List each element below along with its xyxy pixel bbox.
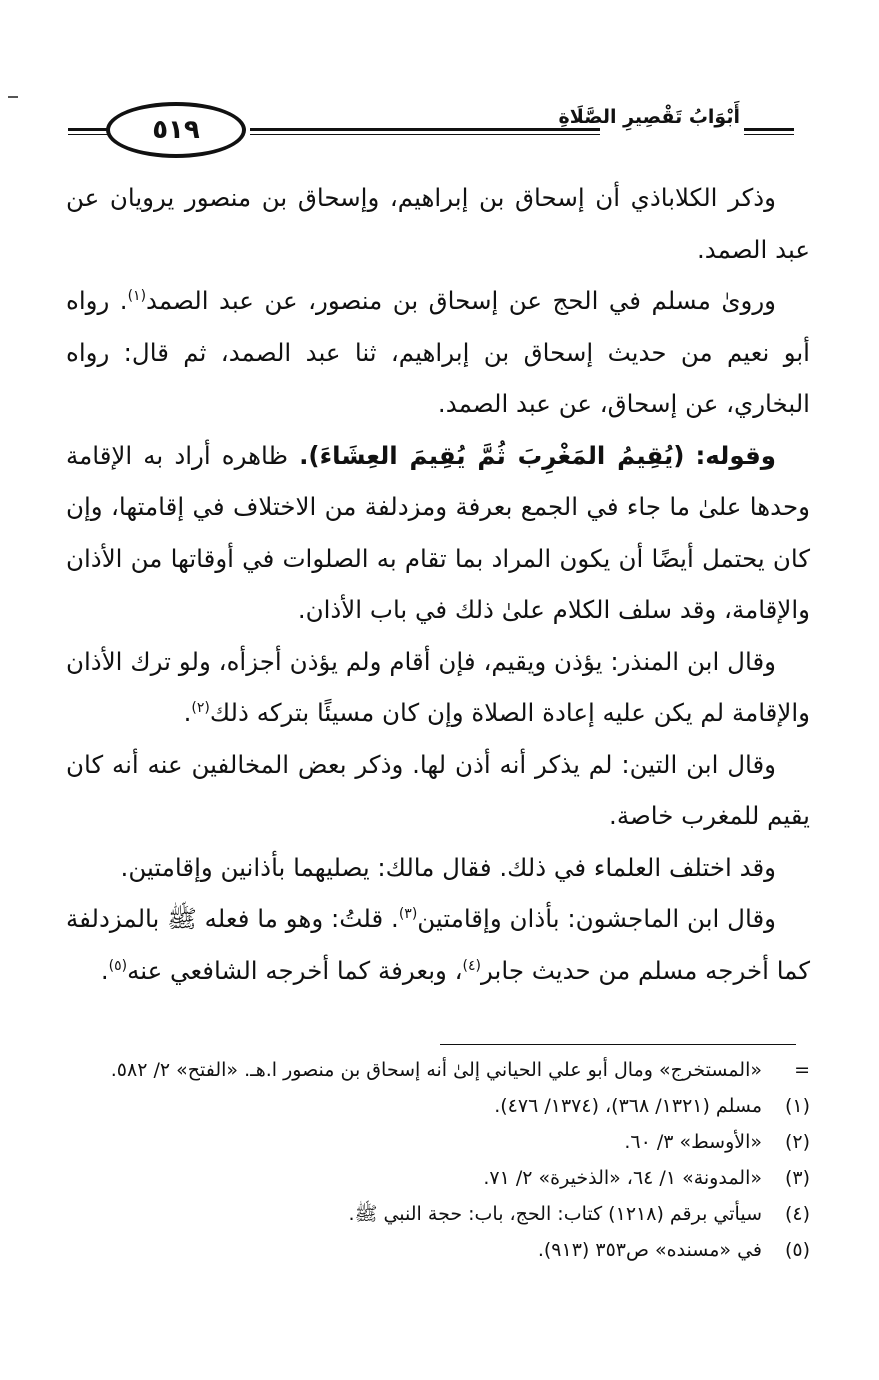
paragraph-2-text-b: . رواه أبو نعيم من حديث إسحاق بن إبراهيم، ثنا عبد الصمد، ثم قال: رواه البخاري، عن إسحاق، عن عبد الصمد. (66, 286, 810, 418)
header-rule-middle (250, 128, 600, 135)
paragraph-1: وذكر الكلاباذي أن إسحاق بن إبراهيم، وإسحاق بن منصور يرويان عن عبد الصمد. (66, 183, 810, 264)
footnote-number: (٣) (784, 1167, 810, 1189)
paragraph-3-quote: (يُقِيمُ المَغْرِبَ ثُمَّ يُقِيمَ العِشَاءَ). (299, 440, 685, 470)
paragraph-3 (66, 430, 810, 636)
header-rule-right (744, 128, 794, 135)
main-text (66, 172, 810, 996)
footnote-2 (60, 1124, 810, 1160)
footnote-text: «المستخرج» ومال أبو علي الحياني إلىٰ أنه إسحاق بن منصور ا.هـ. «الفتح» ٢/ ٥٨٢. (110, 1059, 762, 1081)
footnote-4 (60, 1196, 810, 1232)
paragraph-3-label: وقوله: (695, 440, 776, 470)
page-header (60, 98, 800, 168)
footnote-number: (٥) (784, 1239, 810, 1261)
footnote-number: (١) (784, 1095, 810, 1117)
footnote-ref-1: (١) (127, 287, 147, 304)
footnote-text: مسلم (١٣٢١/ ٣٦٨)، (١٣٧٤/ ٤٧٦). (494, 1095, 762, 1117)
paragraph-4-text-a: وقال ابن المنذر: يؤذن ويقيم، فإن أقام ولم يؤذن أجزأه، ولو ترك الأذان والإقامة لم يكن عليه إعادة الصلاة وإن كان مسيئًا بتركه ذلك (66, 646, 810, 727)
footnotes (60, 1052, 810, 1268)
paragraph-7-text-b: . قلتُ: وهو ما فعله ﷺ بالمزدلفة كما أخرجه مسلم من حديث جابر (66, 904, 810, 985)
paragraph-6: وقد اختلف العلماء في ذلك. فقال مالك: يصليهما بأذانين وإقامتين. (120, 852, 776, 882)
footnote-1 (60, 1088, 810, 1124)
footnote-separator (440, 1044, 796, 1045)
footnote-number: (٢) (784, 1131, 810, 1153)
footnote-ref-3: (٣) (398, 905, 418, 922)
paragraph-7 (66, 893, 810, 996)
footnote-number: = (794, 1059, 810, 1081)
footnote-text: «المدونة» ١/ ٦٤، «الذخيرة» ٢/ ٧١. (483, 1167, 762, 1189)
running-title: أَبْوَابُ تَقْصِيرِ الصَّلَاةِ (558, 106, 740, 128)
footnote-text: «الأوسط» ٣/ ٦٠. (624, 1131, 762, 1153)
paragraph-7-text-a: وقال ابن الماجشون: بأذان وإقامتين (417, 904, 776, 933)
footnote-ref-4: (٤) (462, 957, 482, 974)
page-number: ٥١٩ (152, 115, 200, 145)
footnote-text: سيأتي برقم (١٢١٨) كتاب: الحج، باب: حجة النبي ﷺ. (348, 1203, 762, 1225)
paragraph-5: وقال ابن التين: لم يذكر أنه أذن لها. وذكر بعض المخالفين عنه أنه كان يقيم للمغرب خاصة. (66, 749, 810, 830)
paragraph-4-text-b: . (183, 698, 192, 727)
paragraph-2 (66, 275, 810, 430)
paragraph-3-text: ظاهره أراد به الإقامة وحدها علىٰ ما جاء في الجمع بعرفة ومزدلفة من الاختلاف في إقامتها، وإن كان يحتمل أيضًا أن يكون المراد بما تقام به الصلوات في أوقاتها من الأذان والإقامة، وقد سلف الكلام علىٰ ذلك في باب الأذان. (66, 440, 810, 624)
page-number-badge (106, 102, 246, 158)
paragraph-2-text-a: وروىٰ مسلم في الحج عن إسحاق بن منصور، عن عبد الصمد (146, 286, 776, 315)
paragraph-7-text-c: ، وبعرفة كما أخرجه الشافعي عنه (127, 955, 463, 985)
footnote-continuation (60, 1052, 810, 1088)
paragraph-4 (66, 636, 810, 739)
paragraph-7-text-d: . (100, 955, 109, 985)
footnote-3 (60, 1160, 810, 1196)
footnote-text: في «مسنده» ص٣٥٣ (٩١٣). (537, 1239, 762, 1261)
footnote-ref-2: (٢) (191, 699, 210, 716)
footnote-5 (60, 1232, 810, 1268)
footnote-ref-5: (٥) (108, 957, 128, 974)
scan-mark (8, 96, 18, 98)
footnote-number: (٤) (784, 1203, 810, 1225)
